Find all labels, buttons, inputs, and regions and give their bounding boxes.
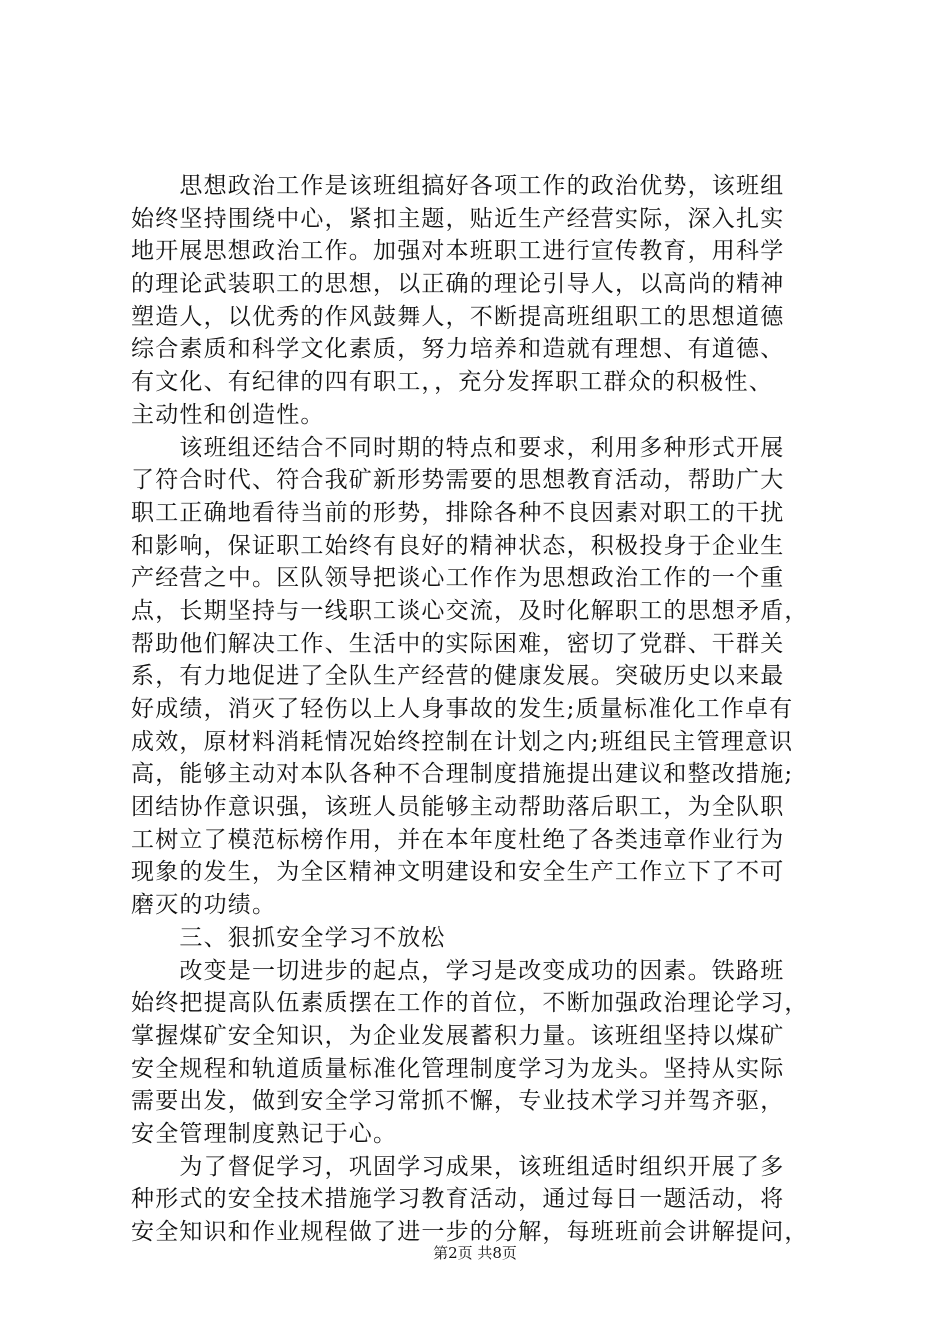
page-indicator: 第2页 共8页 <box>433 1244 517 1262</box>
text-line: 系，有力地促进了全队生产经营的健康发展。突破历史以来最 <box>131 663 785 690</box>
text-line: 为了督促学习，巩固学习成果，该班组适时组织开展了多 <box>131 1153 785 1180</box>
text-line: 团结协作意识强，该班人员能够主动帮助落后职工，为全队职 <box>131 794 785 821</box>
text-line: 种形式的安全技术措施学习教育活动，通过每日一题活动，将 <box>131 1186 785 1213</box>
document-body <box>131 170 831 1249</box>
text-line: 该班组还结合不同时期的特点和要求，利用多种形式开展 <box>131 434 785 461</box>
text-line: 成效，原材料消耗情况始终控制在计划之内;班组民主管理意识 <box>131 728 794 755</box>
text-line: 塑造人，以优秀的作风鼓舞人，不断提高班组职工的思想道德 <box>131 303 785 330</box>
text-line: 始终把提高队伍素质摆在工作的首位，不断加强政治理论学习， <box>131 990 809 1017</box>
text-line: 帮助他们解决工作、生活中的实际困难，密切了党群、干群关 <box>131 630 785 657</box>
text-line: 安全规程和轨道质量标准化管理制度学习为龙头。坚持从实际 <box>131 1055 785 1082</box>
text-line: 地开展思想政治工作。加强对本班职工进行宣传教育，用科学 <box>131 238 785 265</box>
text-line: 高，能够主动对本队各种不合理制度措施提出建议和整改措施; <box>131 761 794 788</box>
text-line: 有文化、有纪律的四有职工，，充分发挥职工群众的积极性、 <box>131 369 773 396</box>
text-line: 主动性和创造性。 <box>131 401 325 428</box>
text-line: 的理论武装职工的思想，以正确的理论引导人，以高尚的精神 <box>131 271 785 298</box>
text-line: 始终坚持围绕中心，紧扣主题，贴近生产经营实际，深入扎实 <box>131 205 785 232</box>
text-line: 了符合时代、符合我矿新形势需要的思想教育活动，帮助广大 <box>131 467 785 494</box>
text-line: 需要出发，做到安全学习常抓不懈，专业技术学习并驾齐驱， <box>131 1088 785 1115</box>
text-line: 和影响，保证职工始终有良好的精神状态，积极投身于企业生 <box>131 532 785 559</box>
text-line: 点，长期坚持与一线职工谈心交流，及时化解职工的思想矛盾， <box>131 597 809 624</box>
text-line: 安全管理制度熟记于心。 <box>131 1120 398 1147</box>
text-line: 综合素质和科学文化素质，努力培养和造就有理想、有道德、 <box>131 336 785 363</box>
text-line: 产经营之中。区队领导把谈心工作作为思想政治工作的一个重 <box>131 565 785 592</box>
text-line: 思想政治工作是该班组搞好各项工作的政治优势，该班组 <box>131 173 785 199</box>
text-line: 掌握煤矿安全知识，为企业发展蓄积力量。该班组坚持以煤矿 <box>131 1022 785 1049</box>
text-line: 现象的发生，为全区精神文明建设和安全生产工作立下了不可 <box>131 859 785 886</box>
text-line: 工树立了模范标榜作用，并在本年度杜绝了各类违章作业行为 <box>131 826 785 853</box>
text-line: 磨灭的功绩。 <box>131 892 277 919</box>
text-line: 改变是一切进步的起点，学习是改变成功的因素。铁路班 <box>131 957 785 984</box>
text-line: 职工正确地看待当前的形势，排除各种不良因素对职工的干扰 <box>131 499 785 526</box>
page-footer <box>0 1243 950 1263</box>
text-line: 好成绩，消灭了轻伤以上人身事故的发生;质量标准化工作卓有 <box>131 696 794 722</box>
text-line: 安全知识和作业规程做了进一步的分解，每班班前会讲解提问， <box>131 1219 809 1245</box>
section-heading: 三、狠抓安全学习不放松 <box>131 924 446 951</box>
